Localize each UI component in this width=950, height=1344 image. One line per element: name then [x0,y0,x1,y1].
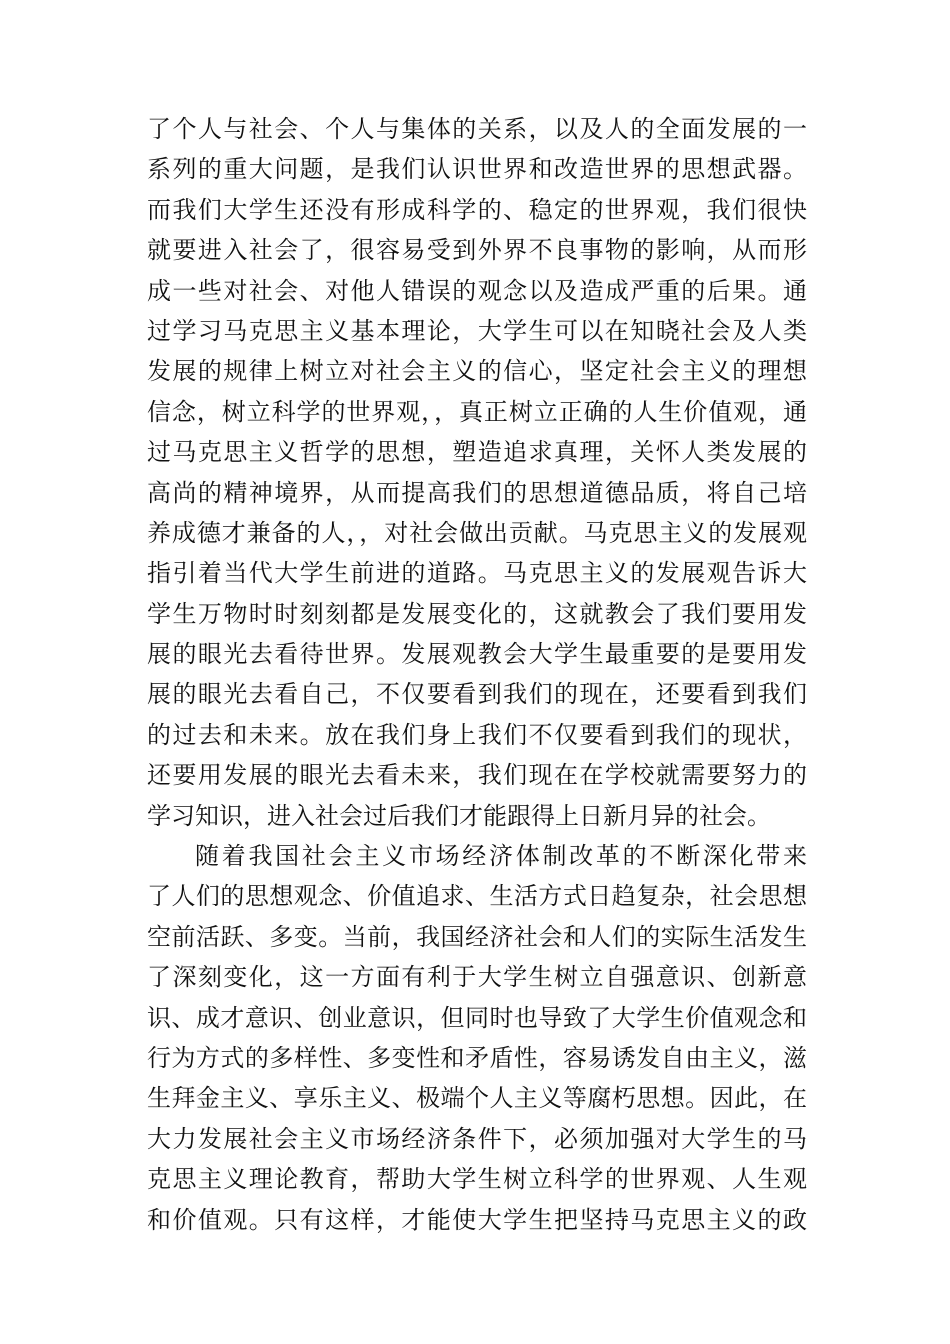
text-line: 识、成才意识、创业意识，但同时也导致了大学生价值观念和 [147,1003,807,1032]
text-line: 成一些对社会、对他人错误的观念以及造成严重的后果。通 [147,276,807,305]
text-line: 了个人与社会、个人与集体的关系，以及人的全面发展的一 [147,115,807,143]
text-line: 系列的重大问题，是我们认识世界和改造世界的思想武器。 [147,155,807,184]
text-line: 信念，树立科学的世界观，，真正树立正确的人生价值观，通 [147,397,807,426]
text-line: 过马克思主义哲学的思想，塑造追求真理，关怀人类发展的 [147,438,807,467]
text-line: 随着我国社会主义市场经济体制改革的不断深化带来 [195,842,807,871]
text-line: 发展的规律上树立对社会主义的信心，坚定社会主义的理想 [147,357,807,386]
text-line: 展的眼光去看自己，不仅要看到我们的现在，还要看到我们 [147,680,807,709]
text-line: 就要进入社会了，很容易受到外界不良事物的影响，从而形 [147,236,807,265]
text-line: 了人们的思想观念、价值追求、生活方式日趋复杂，社会思想 [147,882,807,911]
text-line: 过学习马克思主义基本理论，大学生可以在知晓社会及人类 [147,316,807,345]
text-line: 的过去和未来。放在我们身上我们不仅要看到我们的现状， [147,720,807,749]
text-line: 学习知识，进入社会过后我们才能跟得上日新月异的社会。 [147,801,771,830]
text-line: 学生万物时时刻刻都是发展变化的，这就教会了我们要用发 [147,599,807,628]
text-line: 行为方式的多样性、多变性和矛盾性，容易诱发自由主义，滋 [147,1043,807,1072]
paragraph-2 [147,836,807,1240]
text-line: 还要用发展的眼光去看未来，我们现在在学校就需要努力的 [147,761,807,790]
text-line: 指引着当代大学生前进的道路。马克思主义的发展观告诉大 [147,559,807,588]
text-line: 展的眼光去看待世界。发展观教会大学生最重要的是要用发 [147,640,807,669]
paragraph-1 [147,109,807,836]
text-line: 而我们大学生还没有形成科学的、稳定的世界观，我们很快 [147,195,807,224]
text-line: 养成德才兼备的人，，对社会做出贡献。马克思主义的发展观 [147,518,807,547]
text-line: 高尚的精神境界，从而提高我们的思想道德品质，将自己培 [147,478,807,507]
text-line: 克思主义理论教育，帮助大学生树立科学的世界观、人生观 [147,1165,807,1194]
text-line: 空前活跃、多变。当前，我国经济社会和人们的实际生活发生 [147,922,807,951]
text-line: 生拜金主义、享乐主义、极端个人主义等腐朽思想。因此，在 [147,1084,807,1113]
text-line: 大力发展社会主义市场经济条件下，必须加强对大学生的马 [147,1124,807,1153]
document-body [147,109,807,1240]
text-line: 和价值观。只有这样，才能使大学生把坚持马克思主义的政 [147,1205,807,1234]
text-line: 了深刻变化，这一方面有利于大学生树立自强意识、创新意 [147,963,807,992]
